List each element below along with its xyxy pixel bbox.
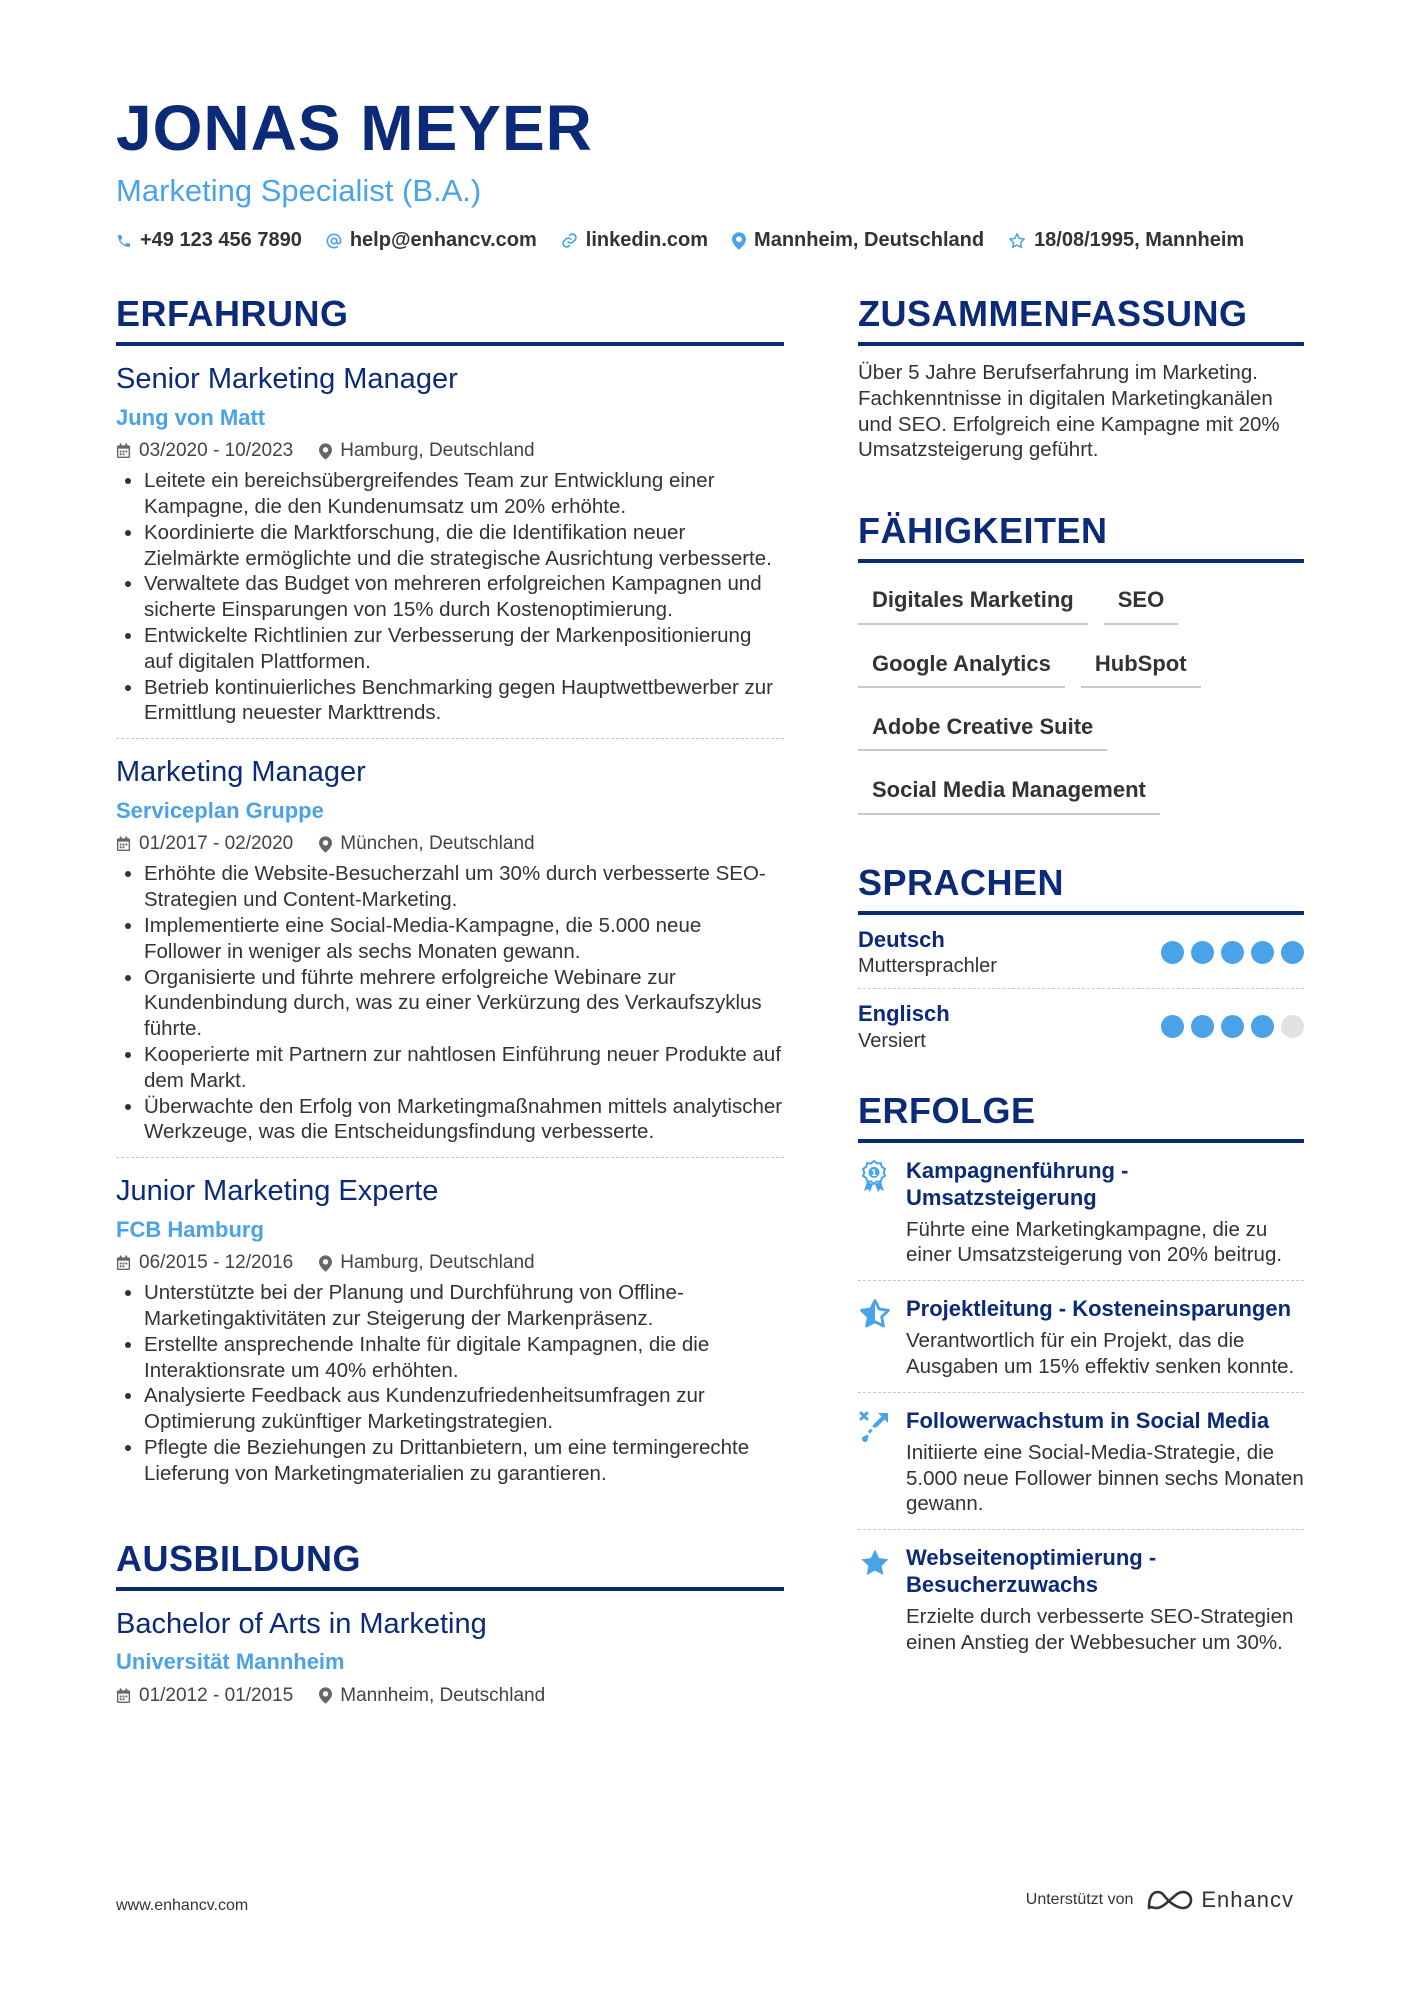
achievement-title: Kampagnenführung - Umsatzsteigerung [906,1157,1129,1210]
languages-heading: SPRACHEN [858,865,1304,915]
job-location-text: München, Deutschland [340,833,535,855]
education-dates [116,1685,293,1707]
language-name: Deutsch [858,926,945,952]
right-column [858,293,1304,1668]
job-bullet: • Kooperierte mit Partnern zur nahtlosen Einführung neuer Produkte auf dem Markt. [144,1042,784,1094]
education-meta [116,1685,784,1707]
contact-linkedin[interactable] [561,229,708,252]
enhancv-brand-text: Enhancv [1201,1887,1294,1912]
job-dates [116,440,293,462]
education-location-text: Mannheim, Deutschland [340,1684,546,1706]
rating-dot-filled [1251,1015,1274,1038]
job-role: Marketing Manager [116,756,366,789]
footer-website[interactable]: www.enhancv.com [116,1897,249,1914]
job-location [319,833,534,855]
growth-path-icon [858,1409,892,1443]
job-bullets [116,861,784,1145]
job-company: Serviceplan Gruppe [116,797,324,823]
location-pin-icon [319,836,332,853]
job-bullet: • Verwaltete das Budget von mehreren erfolgreichen Kampagnen und sicherte Einsparungen von 15% durch Kostenoptimierung. [144,571,784,623]
language-name: Englisch [858,1001,950,1027]
achievement-title: Webseitenoptimierung - Besucherzuwachs [906,1545,1157,1598]
svg-text:1: 1 [870,1168,878,1179]
achievement-title: Projektleitung - Kosteneinsparungen [906,1296,1292,1322]
calendar-icon [116,1255,131,1271]
calendar-icon [116,836,131,852]
contact-birth [1008,229,1244,252]
skills-list [858,579,1304,833]
left-column [116,293,784,1707]
achievement-item [858,1143,1304,1282]
rating-dot-filled [1161,1015,1184,1038]
job-company: FCB Hamburg [116,1216,264,1242]
link-icon [561,232,578,249]
education-degree: Bachelor of Arts in Marketing [116,1607,487,1640]
job-bullet: • Koordinierte die Marktforschung, die die Identifikation neuer Zielmärkte ermöglichte und die strategische Ausrichtung verbesserte. [144,520,784,572]
job-bullet: • Implementierte eine Social-Media-Kampagne, die 5.000 neue Follower in weniger als sechs Monaten gewann. [144,913,784,965]
candidate-title: Marketing Specialist (B.A.) [116,173,482,208]
language-level: Versiert [858,1029,926,1052]
achievement-item [858,1281,1304,1393]
footer-branding [1026,1887,1294,1913]
achievement-desc: Initiierte eine Social-Media-Strategie, die 5.000 neue Follower binnen sechs Monaten gewann. [906,1440,1304,1516]
phone-icon [116,233,132,249]
experience-heading: ERFAHRUNG [116,296,784,346]
education-location [319,1685,545,1707]
language-rating [1154,941,1304,964]
job-bullets [116,468,784,726]
candidate-name: JONAS MEYER [116,92,593,164]
job-meta [116,1252,784,1274]
linkedin-text[interactable]: linkedin.com [585,229,709,251]
rating-dot-filled [1191,1015,1214,1038]
job-dates-text: 01/2017 - 02/2020 [139,833,294,855]
job-entry [116,755,784,1158]
award-ribbon-icon [858,1159,890,1193]
birth-text: 18/08/1995, Mannheim [1034,229,1245,251]
star-filled-icon [858,1546,892,1580]
job-location-text: Hamburg, Deutschland [340,440,535,462]
skill-tag: Social Media Management [858,769,1160,814]
job-dates [116,1252,293,1274]
rating-dot-filled [1221,941,1244,964]
summary-heading: ZUSAMMENFASSUNG [858,296,1304,346]
email-text[interactable]: help@enhancv.com [349,229,537,251]
education-school: Universität Mannheim [116,1649,345,1675]
job-company: Jung von Matt [116,404,266,430]
job-bullet: • Leitete ein bereichsübergreifendes Team zur Entwicklung einer Kampagne, die den Kundenumsatz um 20% erhöhte. [144,468,784,520]
location-text: Mannheim, Deutschland [754,229,985,251]
job-bullet: • Erhöhte die Website-Besucherzahl um 30% durch verbesserte SEO-Strategien und Content-Marketing. [144,861,784,913]
location-pin-icon [319,1687,332,1704]
at-icon [326,233,342,249]
job-bullet: • Überwachte den Erfolg von Marketingmaßnahmen mittels analytischer Werkzeuge, was die Entscheidungsfindung verbesserte. [144,1094,784,1146]
location-pin-icon [319,1255,332,1272]
enhancv-logo-icon [1147,1888,1193,1912]
powered-by-text: Unterstützt von [1025,1891,1134,1908]
star-icon [1008,232,1026,250]
job-location-text: Hamburg, Deutschland [340,1252,535,1274]
star-outline-icon [858,1297,892,1331]
job-entry [116,1174,784,1499]
rating-dot-filled [1251,941,1274,964]
education-heading: AUSBILDUNG [116,1541,784,1591]
contact-phone [116,229,302,252]
achievement-title: Followerwachstum in Social Media [906,1407,1270,1433]
job-location [319,1252,534,1274]
experience-list [116,362,784,1499]
job-bullet: • Betrieb kontinuierliches Benchmarking gegen Hauptwettbewerber zur Ermittlung neuester Markttrends. [144,675,784,727]
job-bullet: • Erstellte ansprechende Inhalte für digitale Kampagnen, die die Interaktionsrate um 40% erhöhten. [144,1332,784,1384]
skill-tag: SEO [1104,579,1178,624]
language-row [858,915,1304,989]
skills-heading: FÄHIGKEITEN [858,513,1304,563]
location-pin-icon [732,232,746,250]
job-dates-text: 03/2020 - 10/2023 [139,440,294,462]
achievements-heading: ERFOLGE [858,1093,1304,1143]
phone-text: +49 123 456 7890 [140,229,302,251]
location-pin-icon [319,443,332,460]
rating-dot-filled [1191,941,1214,964]
skill-tag: HubSpot [1081,643,1201,688]
job-dates-text: 06/2015 - 12/2016 [139,1252,294,1274]
rating-dot-filled [1281,941,1304,964]
language-level: Muttersprachler [858,955,997,978]
education-dates-text: 01/2012 - 01/2015 [139,1684,294,1706]
language-rating [1154,1015,1304,1038]
job-bullet: • Organisierte und führte mehrere erfolgreiche Webinare zur Kundenbindung durch, was zu einer Verkürzung des Verkaufszyklus führte. [144,965,784,1042]
achievement-item [858,1530,1304,1668]
job-bullet: • Analysierte Feedback aus Kundenzufriedenheitsumfragen zur Optimierung zukünftiger Marketingstrategien. [144,1383,784,1435]
achievement-item [858,1393,1304,1530]
job-meta [116,440,784,462]
rating-dot-filled [1221,1015,1244,1038]
achievement-desc: Führte eine Marketingkampagne, die zu einer Umsatzsteigerung von 20% beitrug. [906,1217,1283,1267]
calendar-icon [116,1688,131,1704]
job-dates [116,833,293,855]
achievement-desc: Erzielte durch verbesserte SEO-Strategien einen Anstieg der Webbesucher um 30%. [906,1605,1294,1654]
job-entry [116,362,784,739]
job-role: Junior Marketing Experte [116,1175,439,1208]
skill-tag: Adobe Creative Suite [858,706,1107,751]
job-bullet: • Unterstützte bei der Planung und Durchführung von Offline-Marketingaktivitäten zur Steigerung der Markenpräsenz. [144,1280,784,1332]
contact-location [732,229,984,252]
skill-tag: Digitales Marketing [858,579,1088,624]
job-bullets [116,1280,784,1486]
achievement-desc: Verantwortlich für ein Projekt, das die Ausgaben um 15% effektiv senken konnte. [906,1329,1295,1378]
contact-email[interactable] [326,229,537,252]
job-meta [116,833,784,855]
summary-text: Über 5 Jahre Berufserfahrung im Marketing. Fachkenntnisse in digitalen Marketingkanälen und SEO. Erfolgreich eine Kampagne mit 20% Umsatzsteigerung geführt. [858,361,1280,462]
job-location [319,440,534,462]
job-bullet: • Pflegte die Beziehungen zu Drittanbietern, um eine termingerechte Lieferung von Marketingmaterialien zu garantieren. [144,1435,784,1487]
job-bullet: • Entwickelte Richtlinien zur Verbesserung der Markenpositionierung auf digitalen Plattformen. [144,623,784,675]
contact-bar [116,229,1268,252]
rating-dot-filled [1161,941,1184,964]
job-role: Senior Marketing Manager [116,363,458,395]
calendar-icon [116,443,131,459]
rating-dot-empty [1281,1015,1304,1038]
skill-tag: Google Analytics [858,643,1065,688]
language-row [858,989,1304,1062]
